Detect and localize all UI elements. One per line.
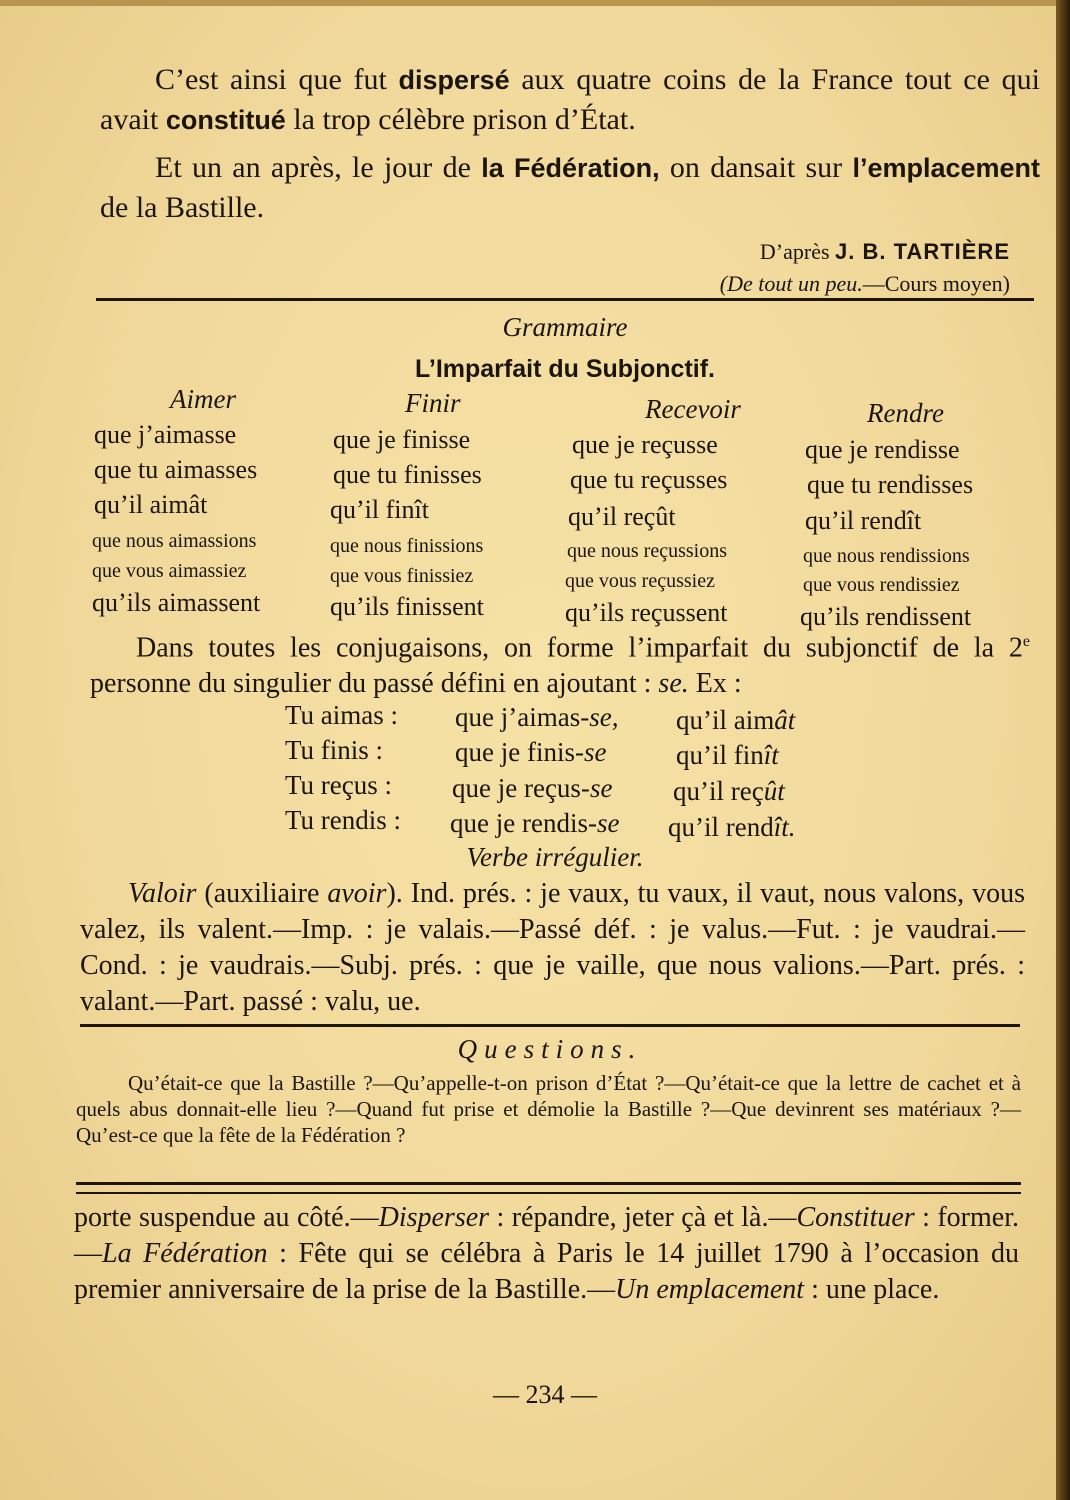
conj-finir-6: qu’ils finissent [330,592,484,621]
grammar-heading: Grammaire [502,312,628,342]
example-2-mid: que je finis-se [455,737,607,767]
glossary-paragraph: porte suspendue au côté.—Disperser : répandre, jeter çà et là.—Constituer : former.—La Fédération : Fête qui se célébra à Paris le 14 juillet 1790 à l’occasion du premier anniversaire de la prise de la Bastille.—Un emplacement : une place. [74,1202,1019,1305]
example-4-left: Tu rendis : [285,805,402,835]
verb-header-aimer: Aimer [170,384,236,414]
questions-heading: Questions. [457,1034,643,1064]
conj-aimer-6: qu’ils aimassent [92,588,261,617]
example-1-mid: que j’aimas-se, [455,702,619,732]
bold-word-federation: la Fédération, [481,153,660,183]
example-1-right: qu’il aimât [676,705,796,735]
questions-paragraph: Qu’était-ce que la Bastille ?—Qu’appelle-t-on prison d’État ?—Qu’était-ce que la lettre de cachet et à quels abus donnait-elle lieu ?—Quand fut prise et démolie la Bastille ?—Que devinrent ses matériaux ?—Qu’est-ce que la fête de la Fédération ? [76,1071,1021,1147]
example-2-right: qu’il finît [676,740,779,770]
conj-finir-4: que nous finissions [330,535,484,557]
conj-finir-3: qu’il finît [330,495,429,524]
divider-3b [76,1192,1021,1194]
conj-finir-2: que tu finisses [333,460,482,489]
conj-recevoir-5: que vous reçussiez [565,570,715,592]
divider-3 [76,1182,1021,1185]
example-4-mid: que je rendis-se [450,808,620,838]
irregular-paragraph: Valoir (auxiliaire avoir). Ind. prés. : je vaux, tu vaux, il vaut, nous valons, vous valez, ils valent.—Imp. : je valais.—Passé déf. : je valus.—Fut. : je vaudrai.—Cond. : je vaudrais.—Subj. prés. : que je vaille, que nous valions.—Part. prés. : valant.—Part. passé : valu, ue. [80,878,1025,1017]
grammar-title: L’Imparfait du Subjonctif. [415,355,715,383]
conj-rendre-2: que tu rendisses [807,470,974,499]
example-3-right: qu’il reçût [673,776,785,806]
bold-word-emplacement: l’emplacement [852,153,1041,183]
conj-recevoir-2: que tu reçusses [570,465,728,494]
conj-recevoir-3: qu’il reçût [568,502,676,531]
conj-finir-1: que je finisse [333,425,471,454]
conj-aimer-5: que vous aimassiez [92,560,247,582]
book-spine-edge [1056,0,1070,1500]
page-number: — 234 — [493,1380,597,1409]
conj-aimer-1: que j’aimasse [94,420,237,449]
intro-paragraph-1: C’est ainsi que fut dispersé aux quatre coins de la France tout ce qui avait constitué la trop célèbre prison d’État. [100,63,1040,136]
conj-aimer-3: qu’il aimât [94,490,208,519]
conj-rendre-4: que nous rendissions [803,545,970,567]
irregular-heading: Verbe irrégulier. [466,842,644,872]
grammar-rule: Dans toutes les conjugaisons, on forme l’imparfait du subjonctif de la 2e personne du singulier du passé défini en ajoutant : se. Ex : [90,632,1030,700]
page-top-edge [0,0,1070,6]
conj-aimer-4: que nous aimassions [92,530,257,552]
verb-header-finir: Finir [405,388,461,418]
conj-recevoir-4: que nous reçussions [567,540,727,562]
bold-word-constitue: constitué [165,105,286,135]
conj-finir-5: que vous finissiez [330,565,474,587]
verb-header-rendre: Rendre [867,398,944,428]
conj-rendre-3: qu’il rendît [805,506,922,535]
conj-recevoir-6: qu’ils reçussent [565,598,728,627]
book-title: (De tout un peu. [719,271,863,296]
attribution: D’après J. B. TARTIÈRE (De tout un peu.—Cours moyen) [719,239,1010,296]
divider-1 [96,298,1034,301]
conj-rendre-5: que vous rendissiez [803,574,960,596]
conj-recevoir-1: que je reçusse [572,430,718,459]
verb-header-recevoir: Recevoir [645,394,741,424]
conj-rendre-6: qu’ils rendissent [800,602,972,631]
example-1-left: Tu aimas : [285,700,399,730]
conj-aimer-2: que tu aimasses [94,455,258,484]
example-2-left: Tu finis : [285,735,384,765]
bold-word-disperse: dispersé [398,65,510,95]
divider-2 [80,1024,1020,1027]
conj-rendre-1: que je rendisse [805,435,960,464]
intro-paragraph-2: Et un an après, le jour de la Fédération, on dansait sur l’emplacement de la Bastille. [100,151,1041,224]
author-name: J. B. TARTIÈRE [835,239,1010,264]
example-3-left: Tu reçus : [285,770,393,800]
example-3-mid: que je reçus-se [452,773,613,803]
example-4-right: qu’il rendît. [668,812,796,842]
